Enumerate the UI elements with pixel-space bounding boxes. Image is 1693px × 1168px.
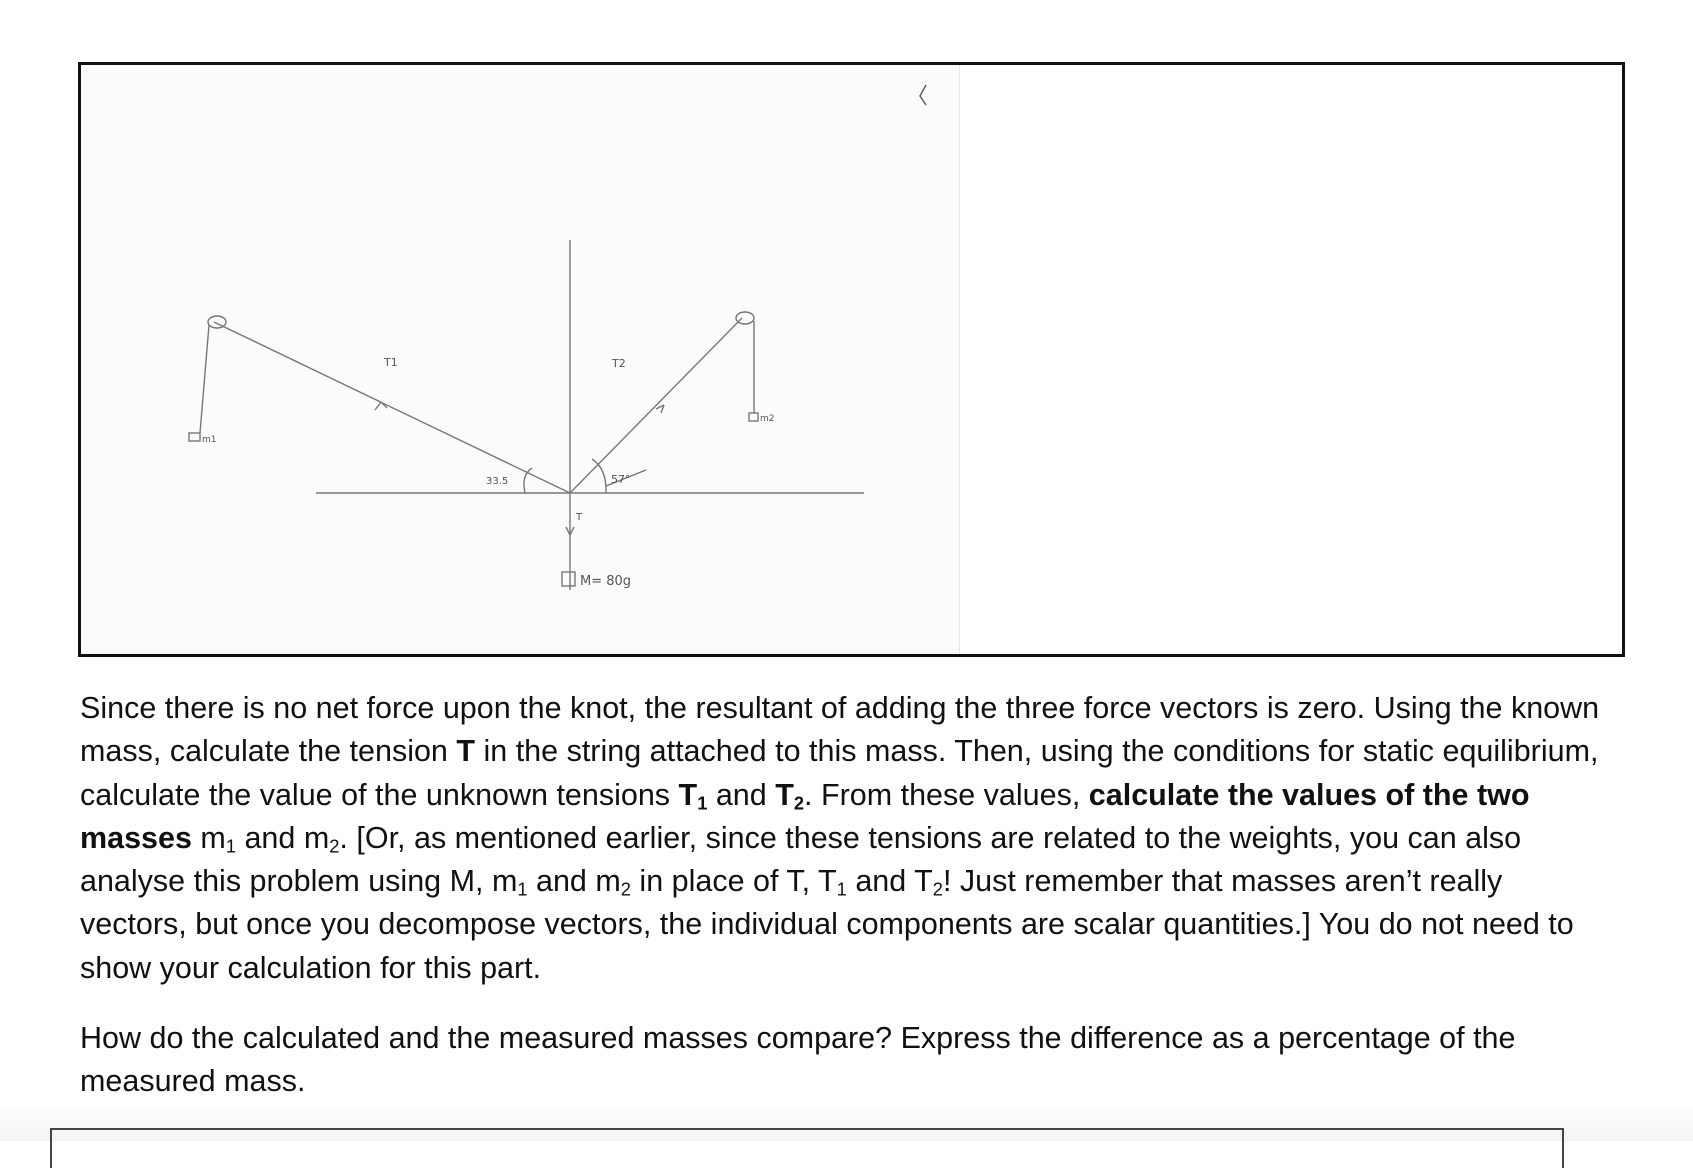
subscript: 2: [620, 878, 631, 900]
force-table-sketch: [81, 65, 959, 654]
force-diagram: [81, 65, 959, 654]
arrow-t2-icon: [656, 405, 664, 413]
p1-text: and T: [846, 864, 933, 899]
p1-text: T: [775, 777, 794, 812]
subscript: 2: [329, 835, 340, 857]
mass-m2-box: [749, 413, 758, 421]
hanging-string-m1: [200, 325, 209, 433]
label-m1: m1: [202, 435, 217, 445]
label-m2: m2: [760, 414, 775, 424]
p1-text: T: [678, 777, 698, 812]
subscript: 2: [932, 878, 943, 900]
pulley-right-icon: [736, 312, 754, 324]
label-t2: T2: [612, 357, 626, 370]
label-angle-right: 57°: [611, 473, 631, 486]
question-paragraph: How do the calculated and the measured masses compare? Express the difference as a percentage of the measured mass.: [80, 1021, 1516, 1099]
p1-bold-text: calculate the values of the two masses: [80, 777, 1530, 855]
subscript: 1: [836, 878, 847, 900]
label-t1: T1: [384, 356, 398, 369]
p1-text: . [Or, as mentioned earlier, since these tensions are related to the weights, you can also analyse this problem using M, m: [80, 820, 1522, 899]
label-angle-left: 33.5: [486, 476, 509, 487]
answer-box[interactable]: [50, 1128, 1564, 1168]
subscript: 1: [697, 792, 708, 814]
arrow-t1-icon: [375, 402, 387, 410]
subscript: 1: [517, 878, 528, 900]
p1-text: and m: [527, 864, 621, 899]
p1-text: Since there is no net force upon the knot, the resultant of adding the three force vectors is zero. Using the known mass, calculate the tension: [80, 691, 1600, 769]
p1-text: in place of T, T: [630, 864, 837, 899]
p1-text: ! Just remember that masses aren’t really vectors, but once you decompose vectors, the individual components are scalar quantities.] You do not need to show your calculation for this part.: [80, 864, 1574, 985]
mass-m-box: [562, 572, 575, 586]
p1-text: [775, 778, 804, 812]
label-t: T: [576, 512, 583, 523]
label-mass-m: M= 80g: [580, 574, 632, 589]
figure-frame: [78, 62, 1625, 657]
subscript: 1: [225, 835, 236, 857]
clip-mark-icon: [920, 85, 926, 105]
p1-text: [679, 778, 708, 812]
instructions-paragraph: [80, 687, 1600, 990]
pulley-left-icon: [208, 316, 226, 328]
sketch-edge: [959, 65, 960, 654]
mass-m1-box: [189, 433, 200, 441]
p1-text: m: [191, 820, 226, 855]
p1-text: T: [456, 734, 476, 769]
string-t2: [570, 318, 742, 493]
p1-text: and: [707, 777, 776, 812]
p1-text: in the string attached to this mass. Then, using the conditions for static equilibrium, calculate the value of the unknown tensions: [80, 734, 1599, 812]
string-t1: [214, 322, 570, 493]
subscript: 2: [793, 792, 805, 814]
p1-text: . From these values,: [804, 777, 1089, 812]
p1-text: and m: [236, 820, 330, 855]
